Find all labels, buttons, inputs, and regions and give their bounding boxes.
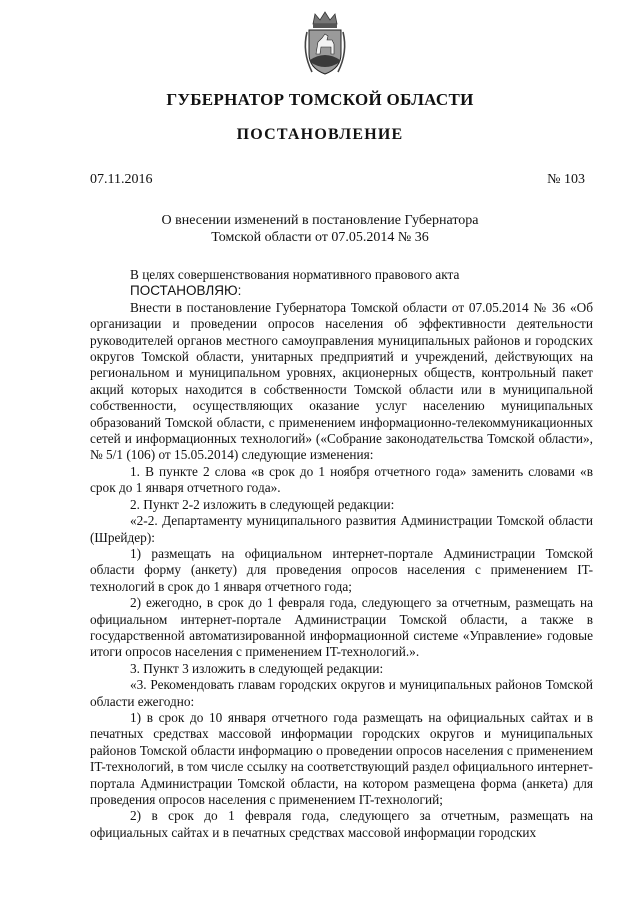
paragraph: 1. В пункте 2 слова «в срок до 1 ноября отчетного года» заменить словами «в срок до 1 января отчетного года». bbox=[90, 463, 593, 496]
paragraph: «2-2. Департаменту муниципального развития Администрации Томской области (Шрейдер): bbox=[90, 513, 593, 545]
subject-line: Томской области от 07.05.2014 № 36 bbox=[211, 230, 429, 245]
paragraph: 2. Пункт 2-2 изложить в следующей редакции: bbox=[130, 496, 395, 512]
paragraph: «3. Рекомендовать главам городских округов и муниципальных районов Томской области ежегодно: bbox=[90, 677, 593, 709]
paragraph: 2) в срок до 1 февраля года, следующего за отчетным, размещать на официальных сайтах и в печатных средствах массовой информации городских bbox=[90, 808, 593, 840]
paragraph: 1) размещать на официальном интернет-портале Администрации Томской области форму (анкету) для проведения опросов населения с применением IT-технологий в срок до 1 января отчетного года; bbox=[90, 545, 593, 594]
paragraph: 3. Пункт 3 изложить в следующей редакции: bbox=[130, 660, 384, 676]
document-body bbox=[90, 267, 593, 841]
document-subject bbox=[0, 212, 640, 246]
document-type: ПОСТАНОВЛЕНИЕ bbox=[236, 126, 404, 143]
resolution-word: ПОСТАНОВЛЯЮ: bbox=[130, 283, 242, 299]
org-title: ГУБЕРНАТОР ТОМСКОЙ ОБЛАСТИ bbox=[166, 90, 474, 109]
paragraph: Внести в постановление Губернатора Томской области от 07.05.2014 № 36 «Об организации и проведении опросов населения об эффективности деятельности руководителей органов местного самоуправления муниципальных районов и городских округов Томской области, унитарных предприятий и учреждений, действующих на региональном и муниципальном уровнях, акционерных обществ, контрольный пакет акций которых находится в собственности Томской области или в муниципальной собственности, осуществляющих оказание услуг населению муниципальных образований Томской области, с применением информационно-телекоммуникационных сетей и информационных технологий» («Собрание законодательства Томской области», № 5/1 (106) от 15.05.2014) следующие изменения: bbox=[90, 299, 593, 463]
paragraph: 2) ежегодно, в срок до 1 февраля года, следующего за отчетным, размещать на официальном интернет-портале Администрации Томской области, а также в государственной автоматизированной информационной системе «Управление» годовые итоги опросов населения с применением IT-технологий.». bbox=[90, 595, 593, 660]
tomsk-coat-of-arms-icon bbox=[300, 10, 350, 80]
subject-line: О внесении изменений в постановление Губернатора bbox=[161, 213, 479, 228]
paragraph: В целях совершенствования нормативного правового акта bbox=[130, 267, 460, 282]
paragraph: 1) в срок до 10 января отчетного года размещать на официальных сайтах и в печатных средствах массовой информации городских округов и муниципальных районов Томской области информацию о проведении опросов населения с применением IT-технологий, в том числе ссылку на соответствующий раздел официального интернет-портала Администрации Томской области, на котором размещена форма (анкета) для проведения опросов населения с применением IT-технологий; bbox=[90, 709, 593, 807]
document-date: 07.11.2016 bbox=[90, 172, 153, 187]
document-number: № 103 bbox=[547, 172, 585, 187]
